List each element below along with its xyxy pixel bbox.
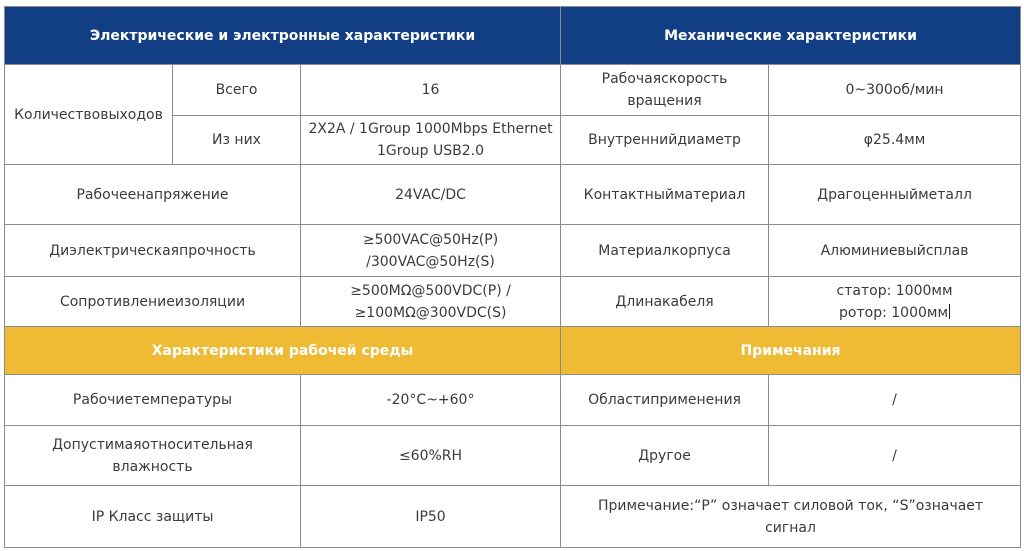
application-area-label: Областиприменения — [561, 375, 769, 426]
remark-note — [561, 486, 1021, 548]
housing-material-label: Материалкорпуса — [561, 225, 769, 277]
remark-line1: Примечание:“P” означает силовой ток, “S”означает — [597, 497, 984, 514]
insulation-resistance-line1: ≥500MΩ@500VDC(P) / — [350, 282, 511, 299]
cable-length-label: Длинакабеля — [561, 277, 769, 327]
rotation-speed-label-line1: Рабочаяскорость — [601, 71, 728, 87]
relative-humidity-label-line1: Допустимаяотносительная — [52, 436, 253, 453]
environment-section-header: Характеристики рабочей среды — [5, 327, 561, 375]
operating-voltage-value: 24VAC/DC — [301, 165, 561, 225]
outputs-total-label: Всего — [173, 65, 301, 116]
application-area-value: / — [769, 375, 1021, 426]
other-label: Другое — [561, 426, 769, 486]
mechanical-section-header: Механические характеристики — [561, 7, 1021, 65]
ip-protection-value: IP50 — [301, 486, 561, 548]
relative-humidity-label — [5, 426, 301, 486]
rotation-speed-label-line2: вращения — [627, 93, 702, 109]
contact-material-label: Контактныйматериал — [561, 165, 769, 225]
outputs-total-value: 16 — [301, 65, 561, 116]
cable-length-line1: статор: 1000мм — [836, 282, 953, 299]
other-value: / — [769, 426, 1021, 486]
relative-humidity-value: ≤60%RH — [301, 426, 561, 486]
insulation-resistance-line2: ≥100MΩ@300VDC(S) — [354, 304, 507, 321]
dielectric-strength-line2: /300VAC@50Hz(S) — [366, 253, 495, 270]
specification-table — [4, 6, 1021, 548]
outputs-count-label: Количествовыходов — [5, 65, 173, 165]
dielectric-strength-line1: ≥500VAC@50Hz(P) — [362, 231, 499, 248]
inner-diameter-label: Внутреннийдиаметр — [561, 116, 769, 165]
cable-length-value — [769, 277, 1021, 327]
operating-temperature-value: -20°C~+60° — [301, 375, 561, 426]
operating-temperature-label: Рабочиетемпературы — [5, 375, 301, 426]
outputs-of-which-line1: 2X2A / 1Group 1000Mbps Ethernet — [308, 121, 553, 137]
insulation-resistance-value — [301, 277, 561, 327]
insulation-resistance-label: Сопротивлениеизоляции — [5, 277, 301, 327]
outputs-of-which-value — [301, 116, 561, 165]
outputs-of-which-line2: 1Group USB2.0 — [377, 143, 484, 159]
rotation-speed-value: 0~300об/мин — [769, 65, 1021, 116]
relative-humidity-label-line2: влажность — [112, 458, 193, 475]
housing-material-value: Алюминиевыйсплав — [769, 225, 1021, 277]
contact-material-value: Драгоценныйметалл — [769, 165, 1021, 225]
outputs-of-which-label: Из них — [173, 116, 301, 165]
dielectric-strength-value — [301, 225, 561, 277]
dielectric-strength-label: Диэлектрическаяпрочность — [5, 225, 301, 277]
ip-protection-label: IP Класс защиты — [5, 486, 301, 548]
text-cursor — [949, 304, 950, 319]
inner-diameter-value: φ25.4мм — [769, 116, 1021, 165]
cable-length-line2: ротор: 1000мм — [839, 304, 949, 321]
remark-line2: сигнал — [765, 519, 816, 536]
operating-voltage-label: Рабочеенапряжение — [5, 165, 301, 225]
notes-section-header: Примечания — [561, 327, 1021, 375]
rotation-speed-label — [561, 65, 769, 116]
electrical-section-header: Электрические и электронные характеристики — [5, 7, 561, 65]
